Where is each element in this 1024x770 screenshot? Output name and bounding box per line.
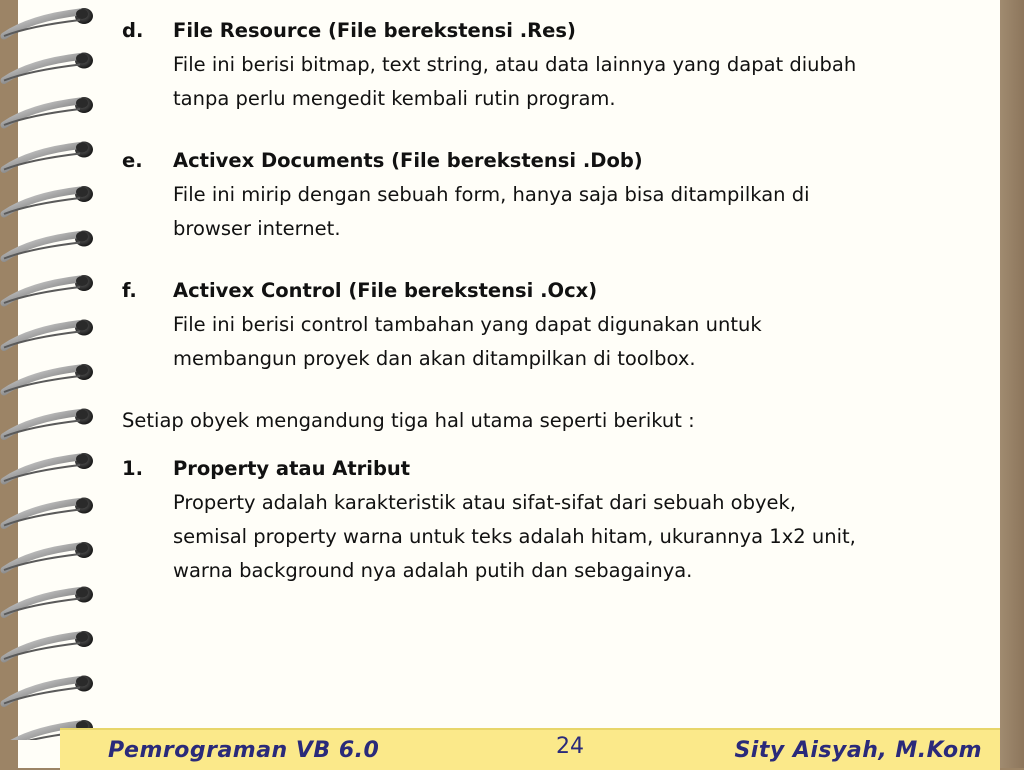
item-text-line: tanpa perlu mengedit kembali rutin program. — [173, 87, 616, 110]
binding-ring — [4, 542, 93, 570]
numbered-item-1 — [122, 452, 972, 588]
binding-ring — [4, 587, 93, 615]
binding-ring — [4, 142, 93, 170]
item-title: Activex Documents (File berekstensi .Dob) — [173, 149, 643, 172]
binding-ring — [4, 498, 93, 526]
binding-ring — [4, 275, 93, 303]
item-text-line: warna background nya adalah putih dan sebagainya. — [173, 559, 693, 582]
right-page-edge — [1000, 0, 1024, 768]
binding-ring — [4, 364, 93, 392]
binding-ring — [4, 453, 93, 481]
item-text-line: browser internet. — [173, 217, 341, 240]
list-item-e — [122, 144, 972, 246]
list-item-d — [122, 14, 972, 116]
binding-ring — [4, 53, 93, 81]
item-title: Property atau Atribut — [173, 457, 411, 480]
list-marker: e. — [122, 149, 143, 172]
footer-bar — [60, 728, 1000, 770]
footer-course-title: Pemrograman VB 6.0 — [108, 738, 380, 763]
list-marker: 1. — [122, 457, 143, 480]
item-text-line: semisal property warna untuk teks adalah hitam, ukurannya 1x2 unit, — [173, 525, 856, 548]
item-title: Activex Control (File berekstensi .Ocx) — [173, 279, 598, 302]
binding-ring — [4, 97, 93, 125]
binding-ring — [4, 409, 93, 437]
item-text-line: Property adalah karakteristik atau sifat-sifat dari sebuah obyek, — [173, 491, 796, 514]
binding-ring — [4, 320, 93, 348]
intro-text: Setiap obyek mengandung tiga hal utama seperti berikut : — [122, 409, 695, 432]
item-title: File Resource (File berekstensi .Res) — [173, 19, 576, 42]
binding-ring — [4, 676, 93, 704]
item-text-line: File ini berisi control tambahan yang dapat digunakan untuk — [173, 313, 762, 336]
list-marker: f. — [122, 279, 137, 302]
list-marker: d. — [122, 19, 144, 42]
item-text-line: File ini mirip dengan sebuah form, hanya saja bisa ditampilkan di — [173, 183, 810, 206]
binding-ring — [4, 631, 93, 659]
binding-ring — [4, 8, 93, 36]
slide-content — [122, 14, 972, 588]
item-text-line: File ini berisi bitmap, text string, atau data lainnya yang dapat diubah — [173, 53, 857, 76]
footer-author: Sity Aisyah, M.Kom — [734, 738, 982, 763]
page-number: 24 — [556, 734, 584, 759]
spiral-binding-icon — [0, 0, 110, 740]
binding-ring — [4, 186, 93, 214]
item-text-line: membangun proyek dan akan ditampilkan di toolbox. — [173, 347, 696, 370]
list-item-f — [122, 274, 972, 376]
binding-ring — [4, 231, 93, 259]
